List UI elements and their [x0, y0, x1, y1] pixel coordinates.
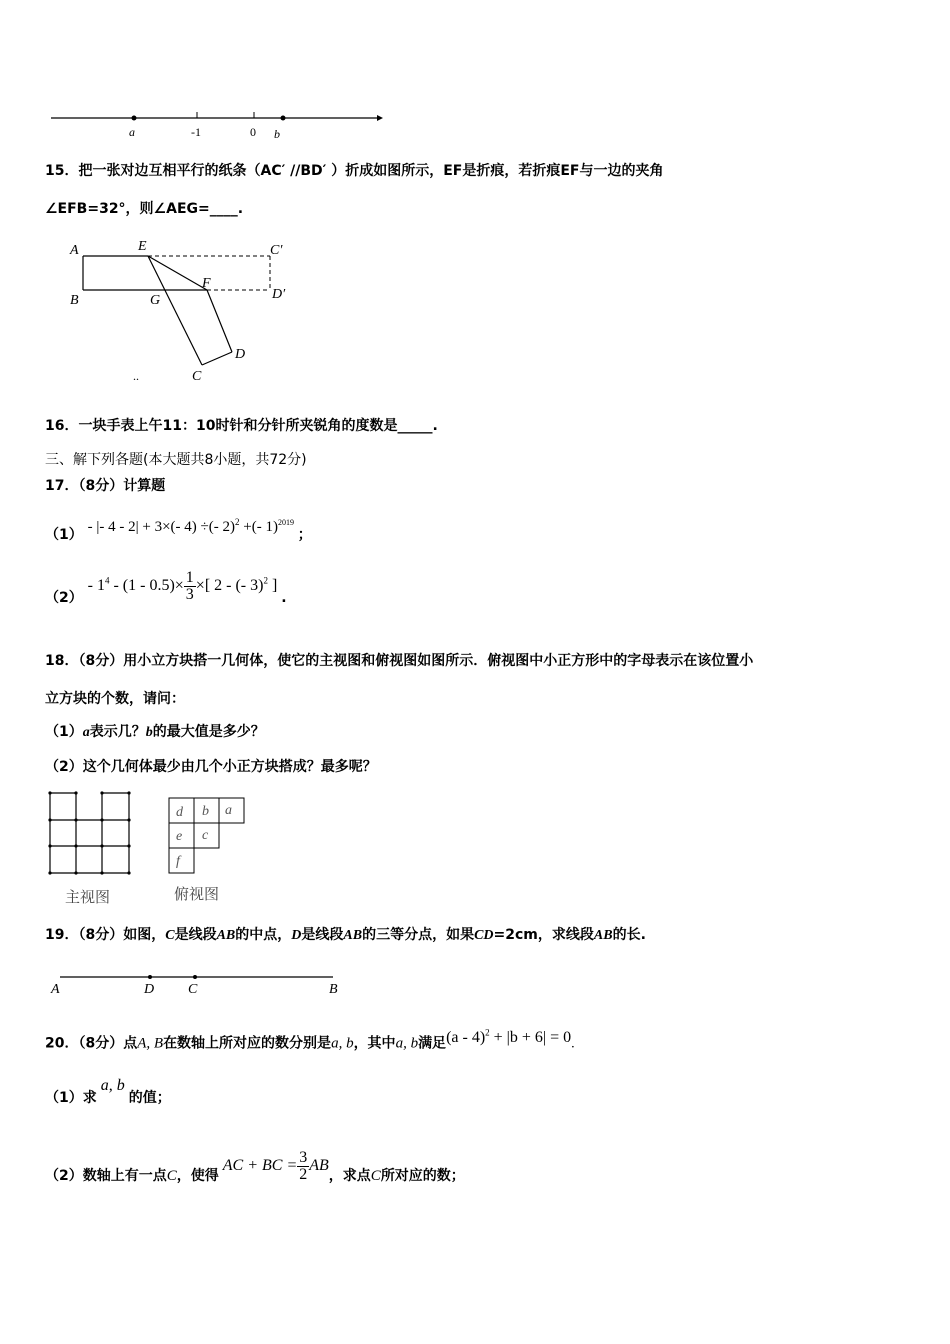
q17-p2-expr-b: - (1 - 0.5)×	[109, 577, 184, 595]
q20-ab2: a, b	[395, 1035, 419, 1052]
q19-CD: CD	[474, 928, 494, 943]
q18-line1: 18．（8分）用小立方块搭一几何体，使它的主视图和俯视图如图所示．俯视图中小正方形中的字母表示在该位置小	[45, 653, 754, 669]
q19-t3: 是线段	[301, 927, 344, 943]
q20-prefix: 20．（8分）点	[45, 1035, 138, 1052]
q17-p1-exp1: 2	[235, 517, 240, 527]
q17-p2-end: .	[281, 590, 287, 607]
fig15-dots: ..	[133, 369, 139, 383]
q15-line1: 15．把一张对边互相平行的纸条（AC′ //BD′ ）折成如图所示，EF是折痕，若折痕EF与一边的夹角	[45, 163, 664, 179]
q16-text: 16．一块手表上午11：10时针和分针所夹锐角的度数是_____.	[45, 418, 438, 434]
q19-t4: 的三等分点，如果	[362, 927, 475, 943]
q17-p2-expr-c: ×[ 2 - (- 3)	[195, 577, 264, 595]
q19-AB: AB	[216, 928, 236, 943]
top-letter-c: c	[202, 828, 209, 843]
q20-text	[45, 1028, 575, 1054]
fig15-label-B: B	[70, 293, 79, 308]
q17-p1-end: ；	[297, 527, 312, 543]
q17-p2-expr-d: ]	[267, 577, 278, 595]
q17-p2-frac-num: 1	[185, 569, 194, 586]
section3-title: 三、解下列各题(本大题共8小题，共72分)	[45, 452, 307, 468]
q20-ab: a, b	[331, 1035, 354, 1052]
q20-expr1: (a - 4)	[446, 1029, 486, 1047]
q17-part2	[45, 569, 287, 607]
q19-t1: 是线段	[174, 927, 217, 943]
top-view-caption: 俯视图	[174, 885, 220, 903]
q20-p2-t1: ，使得	[176, 1168, 219, 1185]
q18-p1-text1: 表示几？	[89, 724, 146, 740]
q17-p2-label: （2）	[45, 590, 83, 607]
q19-AB-3: AB	[593, 928, 613, 943]
q19-D: D	[291, 928, 302, 943]
q15-line2: ∠EFB=32°，则∠AEG=____.	[45, 201, 244, 217]
top-letter-e: e	[176, 829, 183, 844]
q17-p1-expr2: +(- 1)	[239, 519, 278, 535]
q20-p2-C2: C	[370, 1168, 381, 1185]
q20-p2-C: C	[166, 1168, 177, 1185]
top-letter-d: d	[176, 805, 183, 820]
q18-p1-a: a	[82, 725, 90, 740]
fig15-label-A: A	[70, 243, 79, 258]
fig15-label-Dprime: D′	[272, 287, 286, 302]
fig19-label-C: C	[188, 982, 198, 997]
q18-part1	[45, 722, 265, 743]
q20-end: .	[571, 1036, 575, 1052]
q17-p2-fraction	[184, 570, 196, 603]
q15-fold-figure	[62, 232, 302, 387]
q20-expr2: + |b + 6| = 0	[489, 1029, 572, 1047]
q20-t3: 满足	[418, 1035, 447, 1052]
number-line-figure	[45, 105, 390, 145]
q17-p1-expr: - |- 4 - 2| + 3×(- 4) ÷(- 2)	[87, 519, 235, 535]
label-a: a	[129, 125, 135, 139]
q20-p1-label: （1）求	[45, 1090, 97, 1106]
front-view-caption: 主视图	[65, 888, 111, 906]
q20-p2-frac-num: 3	[299, 1149, 308, 1166]
q19-AB-2: AB	[343, 928, 363, 943]
fig15-label-G: G	[150, 293, 161, 308]
q17-p2-exp-a: 4	[104, 575, 110, 586]
q17-title: 17．（8分）计算题	[45, 478, 166, 494]
q20-p2-fraction	[297, 1150, 309, 1183]
q20-exp: 2	[485, 1028, 490, 1038]
fig19-label-D: D	[144, 982, 155, 997]
q18-part2: （2）这个几何体最少由几个小正方块搭成？最多呢？	[45, 759, 377, 775]
top-letter-b: b	[202, 804, 209, 819]
q20-p2-frac-den: 2	[299, 1166, 308, 1183]
q19-text	[45, 925, 646, 946]
q17-p2-expr-a: - 1	[87, 577, 105, 595]
q17-p1-exp2: 2019	[277, 518, 294, 527]
q18-views-figure	[45, 788, 260, 908]
q17-part1	[45, 512, 312, 543]
q19-prefix: 19．（8分）如图，	[45, 927, 166, 943]
q17-p2-exp-c: 2	[263, 575, 268, 586]
fig15-label-Cprime: C′	[270, 243, 283, 258]
q18-p1-text2: 的最大值是多少？	[152, 724, 265, 740]
fig15-label-D: D	[235, 347, 246, 362]
q20-p2-lhs: AC + BC =	[222, 1157, 298, 1175]
fig19-label-B: B	[329, 982, 338, 997]
q20-p1-end: 的值；	[128, 1090, 171, 1106]
q17-p2-frac-den: 3	[185, 586, 194, 603]
fig19-label-A: A	[51, 982, 60, 997]
label-0: 0	[250, 125, 256, 139]
q19-segment-figure	[45, 965, 355, 1000]
top-letter-a: a	[225, 803, 232, 818]
q20-p2-rhs: AB	[309, 1157, 329, 1175]
label-b: b	[274, 127, 280, 141]
label-minus1: -1	[191, 125, 201, 139]
fig15-label-F: F	[202, 276, 211, 291]
fig15-label-E: E	[138, 239, 147, 254]
q20-p2-t2: ，求点	[328, 1168, 371, 1185]
q20-p1-ab: a, b	[100, 1077, 125, 1094]
q19-t2: 的中点，	[235, 927, 292, 943]
q18-p1-label: （1）	[45, 724, 83, 740]
top-letter-f: f	[176, 854, 180, 869]
q20-t2: ，其中	[353, 1035, 396, 1052]
q20-AB: A, B	[137, 1035, 164, 1052]
q20-p2-label: （2）数轴上有一点	[45, 1168, 167, 1185]
fig15-label-C: C	[192, 369, 202, 384]
q17-p1-label: （1）	[45, 527, 83, 543]
q19-t5: =2cm，求线段	[493, 927, 594, 943]
q20-part1	[45, 1077, 171, 1108]
q18-line2: 立方块的个数，请问：	[45, 691, 185, 707]
q20-part2	[45, 1149, 465, 1193]
q20-t1: 在数轴上所对应的数分别是	[163, 1035, 332, 1052]
q19-t6: 的长.	[612, 927, 646, 943]
q18-p1-b: b	[145, 725, 153, 740]
q19-C: C	[165, 928, 175, 943]
q20-p2-end: 所对应的数；	[380, 1168, 465, 1185]
